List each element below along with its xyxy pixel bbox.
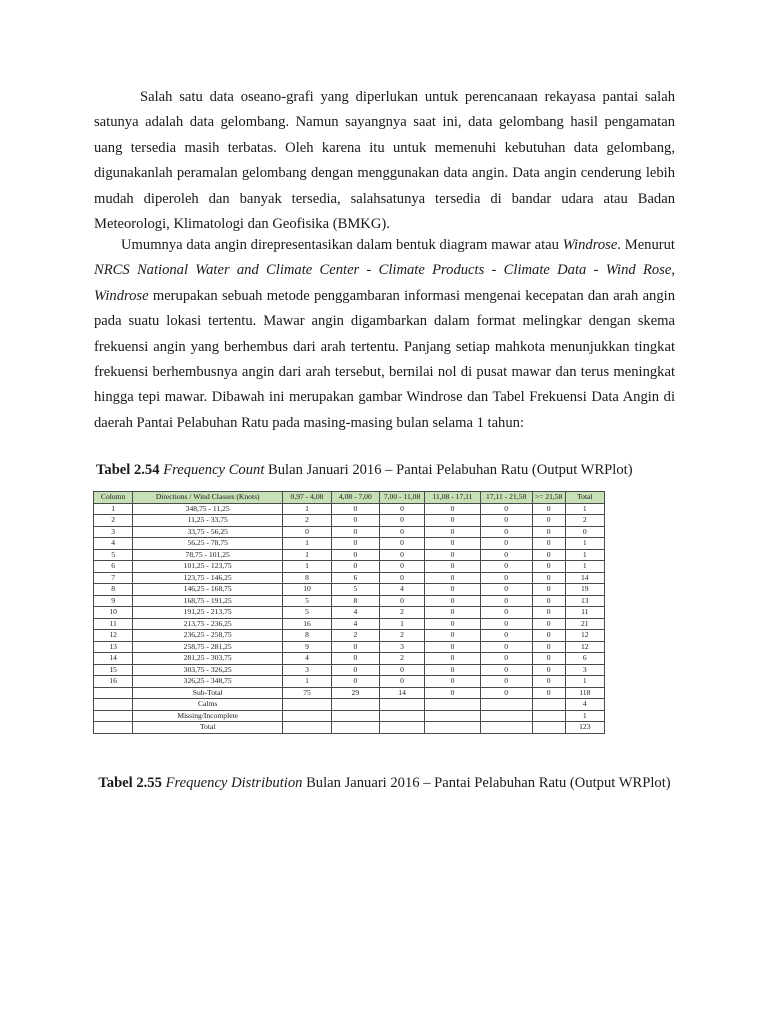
table-cell: 0 [532,526,565,538]
table-cell: 0 [331,653,379,665]
table-cell: Sub-Total [133,687,283,699]
table-cell: 14 [379,687,425,699]
table-cell: 0 [532,572,565,584]
table-cell: 0 [532,687,565,699]
table-cell [425,710,480,722]
table-cell: 0 [532,676,565,688]
table-cell: 1 [565,538,604,550]
table-header-cell: 4,08 - 7,00 [331,492,379,504]
caption-2-italic: Frequency Distribution [165,775,303,791]
table-cell: 7 [94,572,133,584]
table-cell: 0 [425,549,480,561]
table-cell [379,710,425,722]
table-header-cell: 0,97 - 4,08 [283,492,332,504]
table-cell: 1 [565,503,604,515]
table-cell: 1 [283,561,332,573]
table-cell: 0 [480,676,532,688]
table-row [94,595,605,607]
table-cell: 0 [379,664,425,676]
table-cell: Missing/Incomplete [133,710,283,722]
table-cell: 0 [480,653,532,665]
table-header-row [94,492,605,504]
table-row [94,584,605,596]
table-cell: 0 [283,526,332,538]
table-cell: 12 [565,630,604,642]
table-row [94,572,605,584]
table-cell: 13 [565,595,604,607]
table-cell [532,710,565,722]
table-cell: 0 [425,595,480,607]
table-cell: 0 [331,561,379,573]
table-cell: 0 [480,549,532,561]
table-cell: 4 [331,607,379,619]
caption-2-rest: Bulan Januari 2016 – Pantai Pelabuhan Ratu (Output WRPlot) [306,775,671,791]
table-cell: 0 [425,676,480,688]
table-cell: 16 [283,618,332,630]
table-cell: 2 [94,515,133,527]
table-cell: 0 [331,676,379,688]
table-cell: 75 [283,687,332,699]
table-cell: 10 [94,607,133,619]
table-cell [94,710,133,722]
table-cell: 8 [94,584,133,596]
table-cell: 0 [379,561,425,573]
table-cell: 0 [532,561,565,573]
table-cell [283,710,332,722]
table-cell [480,722,532,734]
table-cell: 1 [94,503,133,515]
table-cell: 8 [331,595,379,607]
table-cell: 2 [379,607,425,619]
table-cell: 78,75 - 101,25 [133,549,283,561]
table-row [94,722,605,734]
table-cell: 0 [331,526,379,538]
table-cell: 5 [331,584,379,596]
table-cell: 13 [94,641,133,653]
table-cell: 4 [379,584,425,596]
table-cell: 146,25 - 168,75 [133,584,283,596]
table-row [94,503,605,515]
caption-1-label: Tabel 2.54 [96,462,160,478]
table-cell: 0 [532,549,565,561]
table-row [94,515,605,527]
table-cell: 6 [331,572,379,584]
table-cell [94,687,133,699]
table-cell: 281,25 - 303,75 [133,653,283,665]
table-cell [379,699,425,711]
table-cell: 0 [425,618,480,630]
table-cell: 29 [331,687,379,699]
table-cell: 0 [532,641,565,653]
table-cell: 303,75 - 326,25 [133,664,283,676]
table-cell: 11 [94,618,133,630]
table-cell: Calms [133,699,283,711]
table-cell: 0 [331,515,379,527]
table-cell: 348,75 - 11,25 [133,503,283,515]
table-cell: 326,25 - 348,75 [133,676,283,688]
table-cell: 4 [565,699,604,711]
table-cell: 0 [331,538,379,550]
table-cell: 0 [425,653,480,665]
table-header-cell: >= 21,58 [532,492,565,504]
table-cell: 5 [94,549,133,561]
table-cell: 1 [565,710,604,722]
table-cell: 1 [565,561,604,573]
table-caption-2-55 [94,770,675,796]
table-cell: 0 [379,676,425,688]
paragraph-2-text-2: . Menurut [617,237,675,253]
table-cell: 2 [379,653,425,665]
table-cell: 0 [532,618,565,630]
table-cell: 258,75 - 281,25 [133,641,283,653]
table-cell: 0 [331,503,379,515]
table-cell: 0 [532,607,565,619]
table-cell: 118 [565,687,604,699]
table-row [94,710,605,722]
table-cell: 0 [379,515,425,527]
table-cell: 0 [480,538,532,550]
table-cell [283,722,332,734]
paragraph-2-text-1: Umumnya data angin direpresentasikan dalam bentuk diagram mawar atau [121,237,563,253]
table-cell: 0 [379,526,425,538]
table-cell: 12 [565,641,604,653]
table-header-cell: 11,08 - 17,11 [425,492,480,504]
table-header-cell: Column [94,492,133,504]
table-cell: 4 [283,653,332,665]
table-cell: 0 [331,641,379,653]
table-cell: 3 [283,664,332,676]
table-cell: 0 [379,549,425,561]
table-header-cell: Total [565,492,604,504]
table-cell: 0 [425,687,480,699]
table-cell: 33,75 - 56,25 [133,526,283,538]
paragraph-1: Salah satu data oseano-grafi yang diperlukan untuk perencanaan rekayasa pantai salah satunya adalah data gelombang. Namun sayangnya saat ini, data gelombang hasil pengamatan uang tersedia masih terbatas. Oleh karena itu untuk memenuhi kebutuhan data gelombang, digunakanlah peramalan gelombang dengan menggunakan data angin. Data angin cenderung lebih mudah diperoleh dan banyak tersedia, salahsatunya tersedia di bandar udara atau Badan Meteorologi, Klimatologi dan Geofisika (BMKG). [94,89,675,233]
table-cell: 101,25 - 123,75 [133,561,283,573]
paragraph-2-italic-1: Windrose [562,237,618,253]
caption-2-label: Tabel 2.55 [98,775,162,791]
table-cell: 5 [283,595,332,607]
table-caption-2-54 [96,462,676,479]
table-cell: 0 [480,584,532,596]
table-row [94,664,605,676]
table-cell: 0 [425,641,480,653]
table-cell: 0 [532,653,565,665]
table-cell: 0 [379,503,425,515]
table-cell: 0 [532,503,565,515]
table-cell: 14 [565,572,604,584]
table-cell: 11 [565,607,604,619]
table-cell: 123 [565,722,604,734]
table-cell: 5 [283,607,332,619]
table-cell: 9 [283,641,332,653]
table-cell: 0 [480,664,532,676]
table-cell: 0 [480,572,532,584]
table-cell: 191,25 - 213,75 [133,607,283,619]
table-cell: 2 [283,515,332,527]
table-cell: 0 [425,607,480,619]
table-cell: 0 [425,561,480,573]
table-row [94,618,605,630]
table-cell: 1 [283,503,332,515]
table-row [94,699,605,711]
table-cell: 11,25 - 33,75 [133,515,283,527]
table-cell: 123,75 - 146,25 [133,572,283,584]
table-cell [331,699,379,711]
table-cell: 0 [480,503,532,515]
table-cell: 4 [94,538,133,550]
table-cell: 1 [379,618,425,630]
table-cell: 0 [379,572,425,584]
table-cell: 1 [283,676,332,688]
table-cell: 0 [480,630,532,642]
table-cell: 213,75 - 236,25 [133,618,283,630]
table-cell: 0 [480,561,532,573]
table-cell: 0 [425,515,480,527]
table-row [94,641,605,653]
caption-1-rest: Bulan Januari 2016 – Pantai Pelabuhan Ratu (Output WRPlot) [268,462,633,478]
table-header-cell: 17,11 - 21,58 [480,492,532,504]
table-cell: 0 [425,526,480,538]
table-cell: 1 [565,549,604,561]
table-cell: 0 [532,515,565,527]
table-cell: 0 [532,538,565,550]
table-cell: 0 [425,572,480,584]
table-cell: 16 [94,676,133,688]
table-cell: 3 [94,526,133,538]
table-row [94,561,605,573]
paragraph-2-italic-2: NRCS National Water and Climate Center - Climate Products - Climate Data - Wind Rose [94,262,672,279]
table-header-cell: 7,00 - 11,08 [379,492,425,504]
table-cell: 1 [283,538,332,550]
table-cell: 6 [94,561,133,573]
table-cell: 0 [480,526,532,538]
table-row [94,549,605,561]
table-cell: 0 [480,687,532,699]
table-cell [480,710,532,722]
table-cell: 0 [425,664,480,676]
table-cell: 0 [480,618,532,630]
table-cell: 0 [425,584,480,596]
table-cell [425,699,480,711]
table-cell: 14 [94,653,133,665]
table-cell [379,722,425,734]
table-cell: 0 [331,549,379,561]
table-cell: 12 [94,630,133,642]
table-cell: 1 [565,676,604,688]
table-row [94,676,605,688]
table-cell: 3 [379,641,425,653]
table-cell: 15 [94,664,133,676]
table-cell: 0 [565,526,604,538]
table-cell: 0 [425,630,480,642]
table-cell: 56,25 - 78,75 [133,538,283,550]
table-cell: 2 [379,630,425,642]
table-cell [94,699,133,711]
table-cell: 0 [532,595,565,607]
table-cell: 0 [331,664,379,676]
table-cell: 10 [283,584,332,596]
table-cell [532,722,565,734]
table-cell: 0 [532,664,565,676]
table-cell [425,722,480,734]
table-cell: 8 [283,630,332,642]
table-row [94,653,605,665]
table-cell: 21 [565,618,604,630]
table-cell: 0 [480,595,532,607]
table-cell [331,710,379,722]
table-body [94,503,605,733]
table-cell [532,699,565,711]
table-row [94,607,605,619]
paragraph-2-text-4: merupakan sebuah metode penggambaran informasi mengenai kecepatan dan arah angin pada suatu lokasi tertentu. Mawar angin digambarkan dalam format melingkar dengan skema frekuensi angin yang berhembus dari arah tertentu. Panjang setiap mahkota menunjukkan tingkat frekuensi berhembusnya angin dari arah tersebut, bernilai nol di pusat mawar dan terus meningkat hingga tepi mawar. Dibawah ini merupakan gambar Windrose dan Tabel Frekuensi Data Angin di daerah Pantai Pelabuhan Ratu pada masing-masing bulan selama 1 tahun: [94,287,675,431]
table-cell: 0 [425,503,480,515]
frequency-count-table [93,491,605,734]
table-cell [94,722,133,734]
table-cell: 9 [94,595,133,607]
table-cell: 3 [565,664,604,676]
table-row [94,538,605,550]
table-cell: 19 [565,584,604,596]
paragraph-2-italic-3: Windrose [94,287,149,304]
table-cell: 0 [532,630,565,642]
table-row [94,687,605,699]
table-cell: 0 [425,538,480,550]
table-cell: 2 [331,630,379,642]
table-cell: 0 [379,595,425,607]
table-row [94,526,605,538]
table-cell [480,699,532,711]
table-cell [283,699,332,711]
table-cell: 168,75 - 191,25 [133,595,283,607]
table-cell: 0 [480,515,532,527]
table-cell: 1 [283,549,332,561]
table-cell: 6 [565,653,604,665]
table-cell: Total [133,722,283,734]
table-cell: 4 [331,618,379,630]
paragraph-2 [94,233,675,436]
table-cell [331,722,379,734]
paragraph-2-text-3: , [671,262,675,279]
table-header-cell: Directions / Wind Classes (Knots) [133,492,283,504]
table-cell: 0 [379,538,425,550]
table-cell: 0 [532,584,565,596]
table-cell: 2 [565,515,604,527]
table-cell: 0 [480,641,532,653]
caption-1-italic: Frequency Count [163,462,265,478]
table-cell: 8 [283,572,332,584]
table-cell: 0 [480,607,532,619]
table-row [94,630,605,642]
table-cell: 236,25 - 258,75 [133,630,283,642]
